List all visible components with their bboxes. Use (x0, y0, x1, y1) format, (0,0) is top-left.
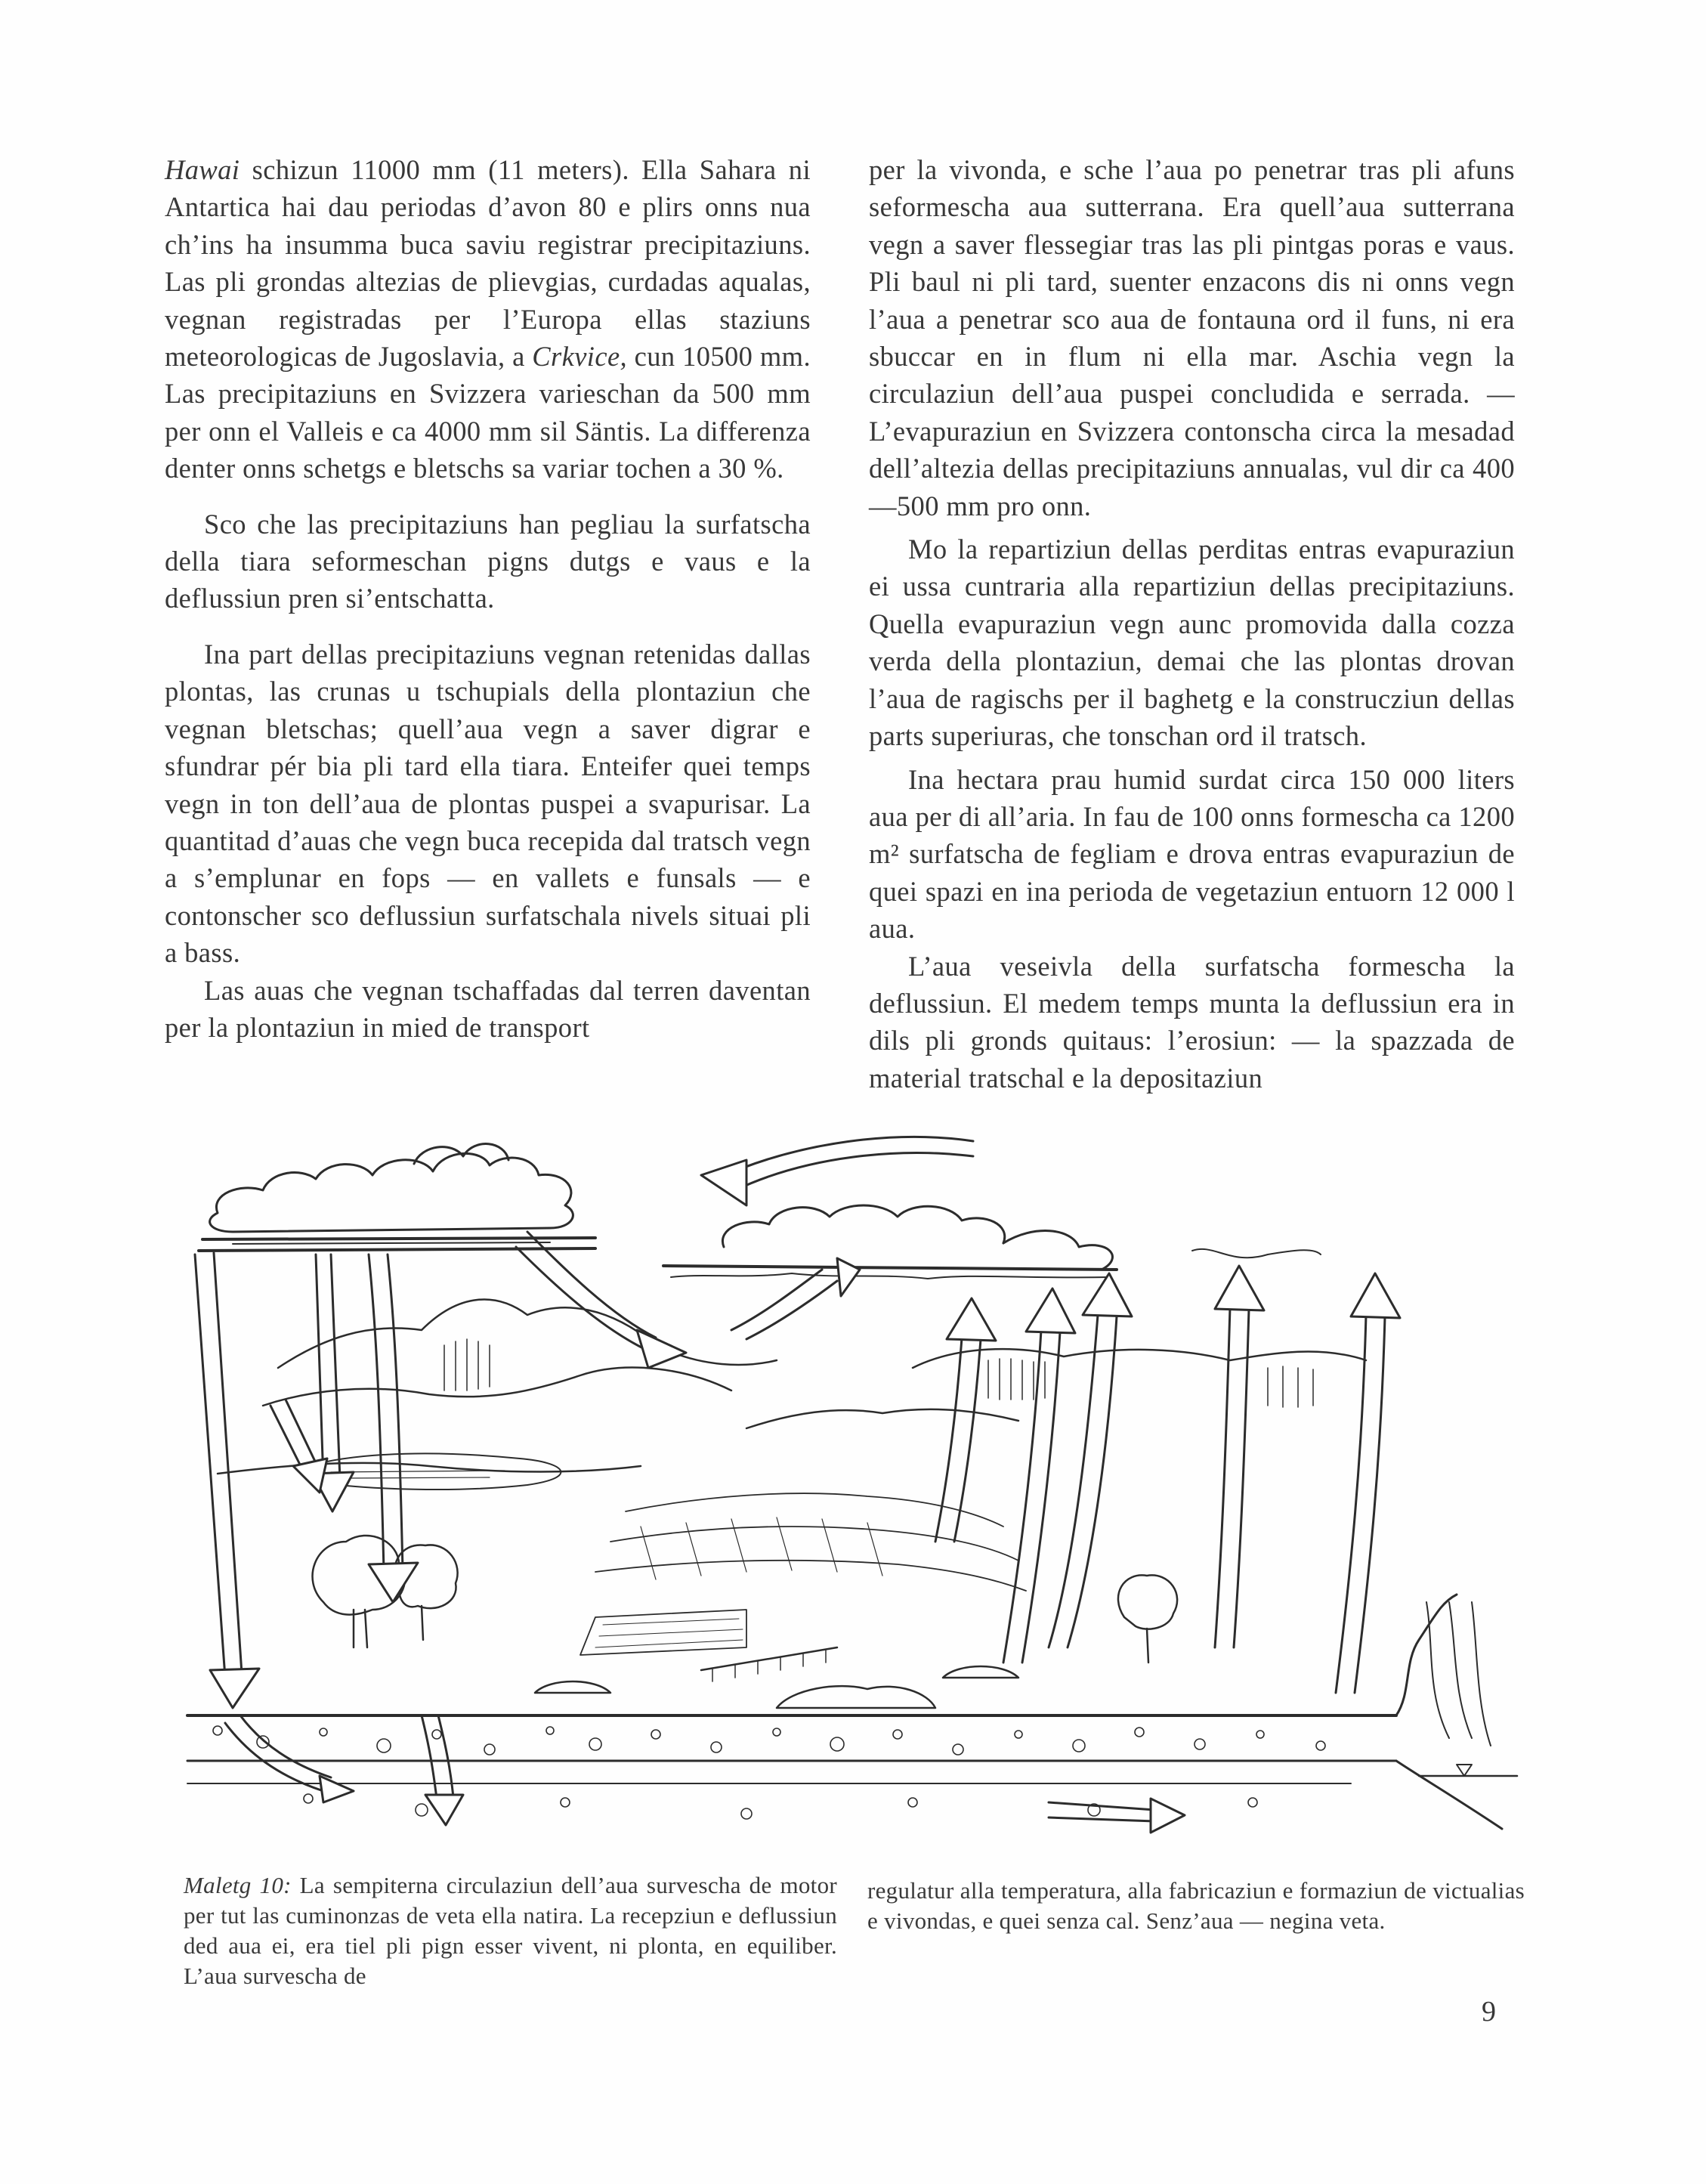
page-number: 9 (1482, 1996, 1496, 2028)
left-paragraph-1: Hawai schizun 11000 mm (11 meters). Ella Sahara ni Antartica hai dau periodas d’avon 80 e plirs onns nua ch’ins ha insumma buca saviu registrar precipitaziuns. Las pli grondas altezias de plievgias, curdadas aqualas, vegnan registradas per l’Europa ellas staziuns meteorologicas de Jugoslavia, a Crkvice, cun 10500 mm. Las precipitaziuns en Svizzera varieschan da 500 mm per onn el Valleis e ca 4000 mm sil Säntis. La differenza denter onns schetgs e bletschs sa variar tochen a 30 %. (165, 154, 811, 484)
cloud-right-drawing (663, 1205, 1321, 1279)
right-paragraph-4: L’aua veseivla della surfatscha formescha la deflussiun. El medem temps munta la deflussiun era in dils pli gronds quitaus: l’erosiun: — la spazzada de material tratschal e la depositaziun (869, 950, 1515, 1094)
italic-place-name-2: Crkvice, (532, 341, 628, 373)
water-cycle-illustration (172, 1118, 1532, 1867)
stream-drawing (1426, 1602, 1491, 1746)
evaporation-transport-arrow (701, 1137, 973, 1205)
right-paragraph-1: per la vivonda, e sche l’aua po penetrar tras pli afuns seformescha aua sutterrana. Era quell’aua sutterrana vegn a saver flessegiar tras las pli pintgas poras e vaus. Pli baul ni pli tard, suenter enzacons dis ni onns vegn l’aua a penetrar sco aua de fontauna ord il funs, ni era sbuccar en in flum ni ella mar. Aschia vegn la circulaziun dell’aua puspei concludida e serrada. — L’evapuraziun en Svizzera contonscha circa la mesadad dell’altezia dellas precipitaziuns annualas, vul dir ca 400—500 mm pro onn. (869, 154, 1515, 521)
right-paragraph-2: Mo la repartiziun dellas perditas entras evapuraziun ei ussa cuntraria alla repartiziun dellas precipitaziuns. Quella evapuraziun vegn aunc promovida dalla cozza verda della plontaziun, demai che las plontas drovan l’aua de ragischs per il baghetg e la construcziun dellas parts superiuras, che tonschan ord il tratsch. (869, 534, 1515, 752)
right-text-column (869, 151, 1515, 1097)
left-paragraph-2: Sco che las precipitaziuns han pegliau la surfatscha della tiara seformeschan pigns dutgs e vaus e la deflussiun pren si’entschatta. (165, 508, 811, 614)
right-paragraph-3: Ina hectara prau humid surdat circa 150 000 liters aua per di all’aria. In fau de 100 onns formescha ca 1200 m² surfatscha de fegliam e drova entras evapuraziun de quei spazi en ina perioda de vegetaziun entuorn 12 000 l aua. (869, 763, 1515, 945)
left-paragraph-3: Ina part dellas precipitaziuns vegnan retenidas dallas plontas, las crunas u tschupials della plontaziun che vegnan bletschas; quell’aua vegn a saver digrar e sfundrar pér bia pli tard ella tiara. Enteifer quei temps vegn in ton dell’aua de plontas puspei a svapurisar. La quantitad d’auas che vegn buca recepida dal tratsch vegn a s’emplunar en fops — en vallets e funsals — e contonscher sco deflussiun surfatschala nivels situai pli a bass. (165, 638, 811, 969)
italic-place-name: Hawai (165, 154, 240, 185)
rocks-drawing (535, 1666, 1018, 1708)
ground-layers (187, 1595, 1517, 1829)
cloud-left-drawing (199, 1144, 595, 1251)
trees-drawing (313, 1536, 1178, 1663)
landscape-hills (218, 1300, 1366, 1474)
figure-caption-right: regulatur alla temperatura, alla fabricaziun e formaziun de victualias e vivondas, e quei senza cal. Senz’aua — negina veta. (867, 1877, 1525, 1934)
evaporation-arrows (935, 1266, 1400, 1693)
left-text-column (165, 151, 811, 1046)
caption-label: Maletg 10: (184, 1872, 292, 1898)
precipitation-arrows (195, 1253, 418, 1708)
figure-caption-left: Maletg 10: La sempiterna circulaziun dell’aua survescha de motor per tut las cuminonzas de veta ella natira. La recepziun e deflussiun ded aua ei, era tiel pli pign esser vivent, ni plonta, en equiliber. L’aua survescha de (184, 1872, 837, 1989)
groundwater-arrows (225, 1715, 1185, 1833)
left-paragraph-4: Las auas che vegnan tschaffadas dal terren daventan per la plontaziun in mied de transport (165, 974, 811, 1043)
cloud-transport-arrows (516, 1232, 860, 1368)
